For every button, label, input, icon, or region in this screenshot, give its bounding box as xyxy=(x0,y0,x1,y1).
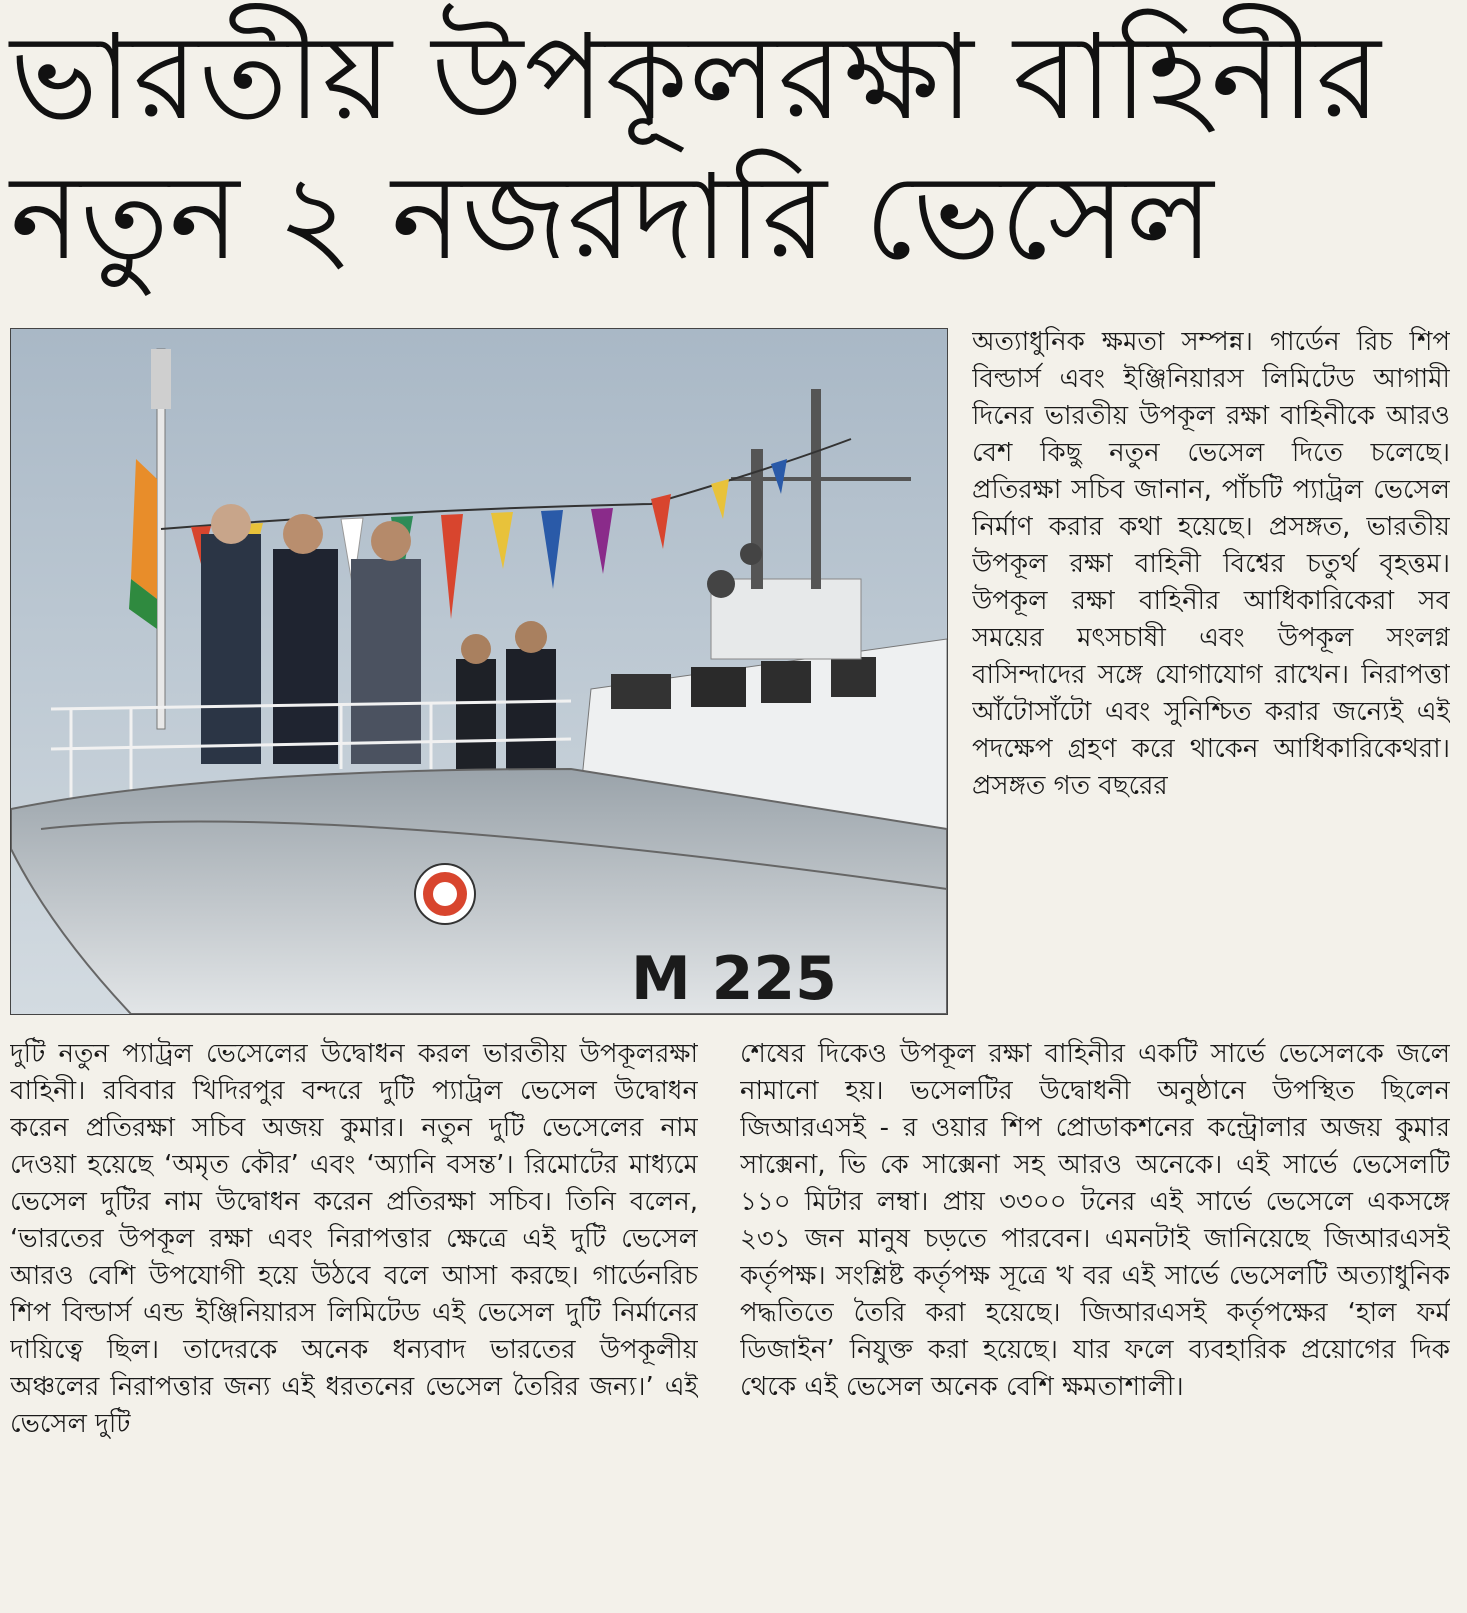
column-left-bottom-text: দুটি নতুন প্যাট্রল ভেসেলের উদ্বোধন করল ভারতীয় উপকূলরক্ষা বাহিনী। রবিবার খিদিরপুর বন্দরে দুটি প্যাট্রল ভেসেল উদ্বোধন করেন প্রতিরক্ষা সচিব অজয় কুমার। নতুন দুটি ভেসেলের নাম দেওয়া হয়েছে ‘অমৃত কৌর’ এবং ‘অ্যানি বসন্ত’। রিমোটের মাধ্যমে ভেসেল দুটির নাম উদ্বোধন করেন প্রতিরক্ষা সচিব। তিনি বলেন, ‘ভারতের উপকূল রক্ষা এবং নিরাপত্তার ক্ষেত্রে এই দুটি ভেসেল আরও বেশি উপযোগী হয়ে উঠবে বলে আসা করছে। গার্ডেনরিচ শিপ বিল্ডার্স এন্ড ইঞ্জিনিয়ারস লিমিটেড এই ভেসেল দুটি নির্মানের দায়িত্বে ছিল। তাদেরকে অনেক ধন্যবাদ ভারতের উপকূলীয় অঞ্চলের নিরাপত্তার জন্য এই ধরতনের ভেসেল তৈরির জন্য।’ এই ভেসেল দুটি xyxy=(10,1039,698,1439)
column-right-bottom-text: শেষের দিকেও উপকূল রক্ষা বাহিনীর একটি সার্ভে ভেসেলকে জলে নামানো হয়। ভসেলটির উদ্বোধনী অনুষ্ঠানে উপস্থিত ছিলেন জিআরএসই - র ওয়ার শিপ প্রোডাকশনের কন্ট্রোলার অজয় কুমার সাক্সেনা, ভি কে সাক্সেনা সহ আরও অনেকে। এই সার্ভে ভেসেলটি ১১০ মিটার লম্বা। প্রায় ৩৩০০ টনের এই সার্ভে ভেসেলে একসঙ্গে ২৩১ জন মানুষ চড়তে পারবেন। এমনটাই জানিয়েছে জিআরএসই কর্তৃপক্ষ। সংশ্লিষ্ট কর্তৃপক্ষ সূত্রে খ বর এই সার্ভে ভেসেলটি অত্যাধুনিক পদ্ধতিতে তৈরি করা হয়েছে। জিআরএসই কর্তৃপক্ষের ‘হাল ফর্ম ডিজাইন’ নিযুক্ত করা হয়েছে। যার ফলে ব্যবহারিক প্রয়োগের দিক থেকে এই ভেসেল অনেক বেশি ক্ষমতাশালী। xyxy=(740,1039,1450,1402)
headline-line-1: ভারতীয় উপকূলরক্ষা বাহিনীর xyxy=(10,8,1382,146)
hull-marking: M 225 xyxy=(631,944,837,1014)
patrol-vessel-photo xyxy=(11,329,947,1014)
column-left-bottom xyxy=(10,1036,698,1611)
headline xyxy=(10,8,1450,286)
column-right-top xyxy=(972,324,1450,1038)
news-photo xyxy=(10,328,948,1015)
coast-guard-roundel xyxy=(415,864,475,924)
column-right-top-text: অত্যাধুনিক ক্ষমতা সম্পন্ন। গার্ডেন রিচ শিপ বিল্ডার্স এবং ইঞ্জিনিয়ারস লিমিটেড আগামী দিনের ভারতীয় উপকূল রক্ষা বাহিনীকে আরও বেশ কিছু নতুন ভেসেল দিতে চলেছে। প্রতিরক্ষা সচিব জানান, পাঁচটি প্যাট্রল ভেসেল নির্মাণ করার কথা হয়েছে। প্রসঙ্গত, ভারতীয় উপকূল রক্ষা বাহিনী বিশ্বের চতুর্থ বৃহত্তম। উপকূল রক্ষা বাহিনীর আধিকারিকেরা সব সময়ের মৎসচাষী এবং উপকূল সংলগ্ন বাসিন্দাদের সঙ্গে যোগাযোগ রাখেন। নিরাপত্তা আঁটোসাঁটো এবং সুনিশ্চিত করার জন্যেই এই পদক্ষেপ গ্রহণ করে থাকেন আধিকারিকেথরা। প্রসঙ্গত গত বছরের xyxy=(972,327,1450,801)
headline-line-2: নতুন ২ নজরদারি ভেসেল xyxy=(10,148,1214,286)
column-right-bottom xyxy=(740,1036,1450,1611)
